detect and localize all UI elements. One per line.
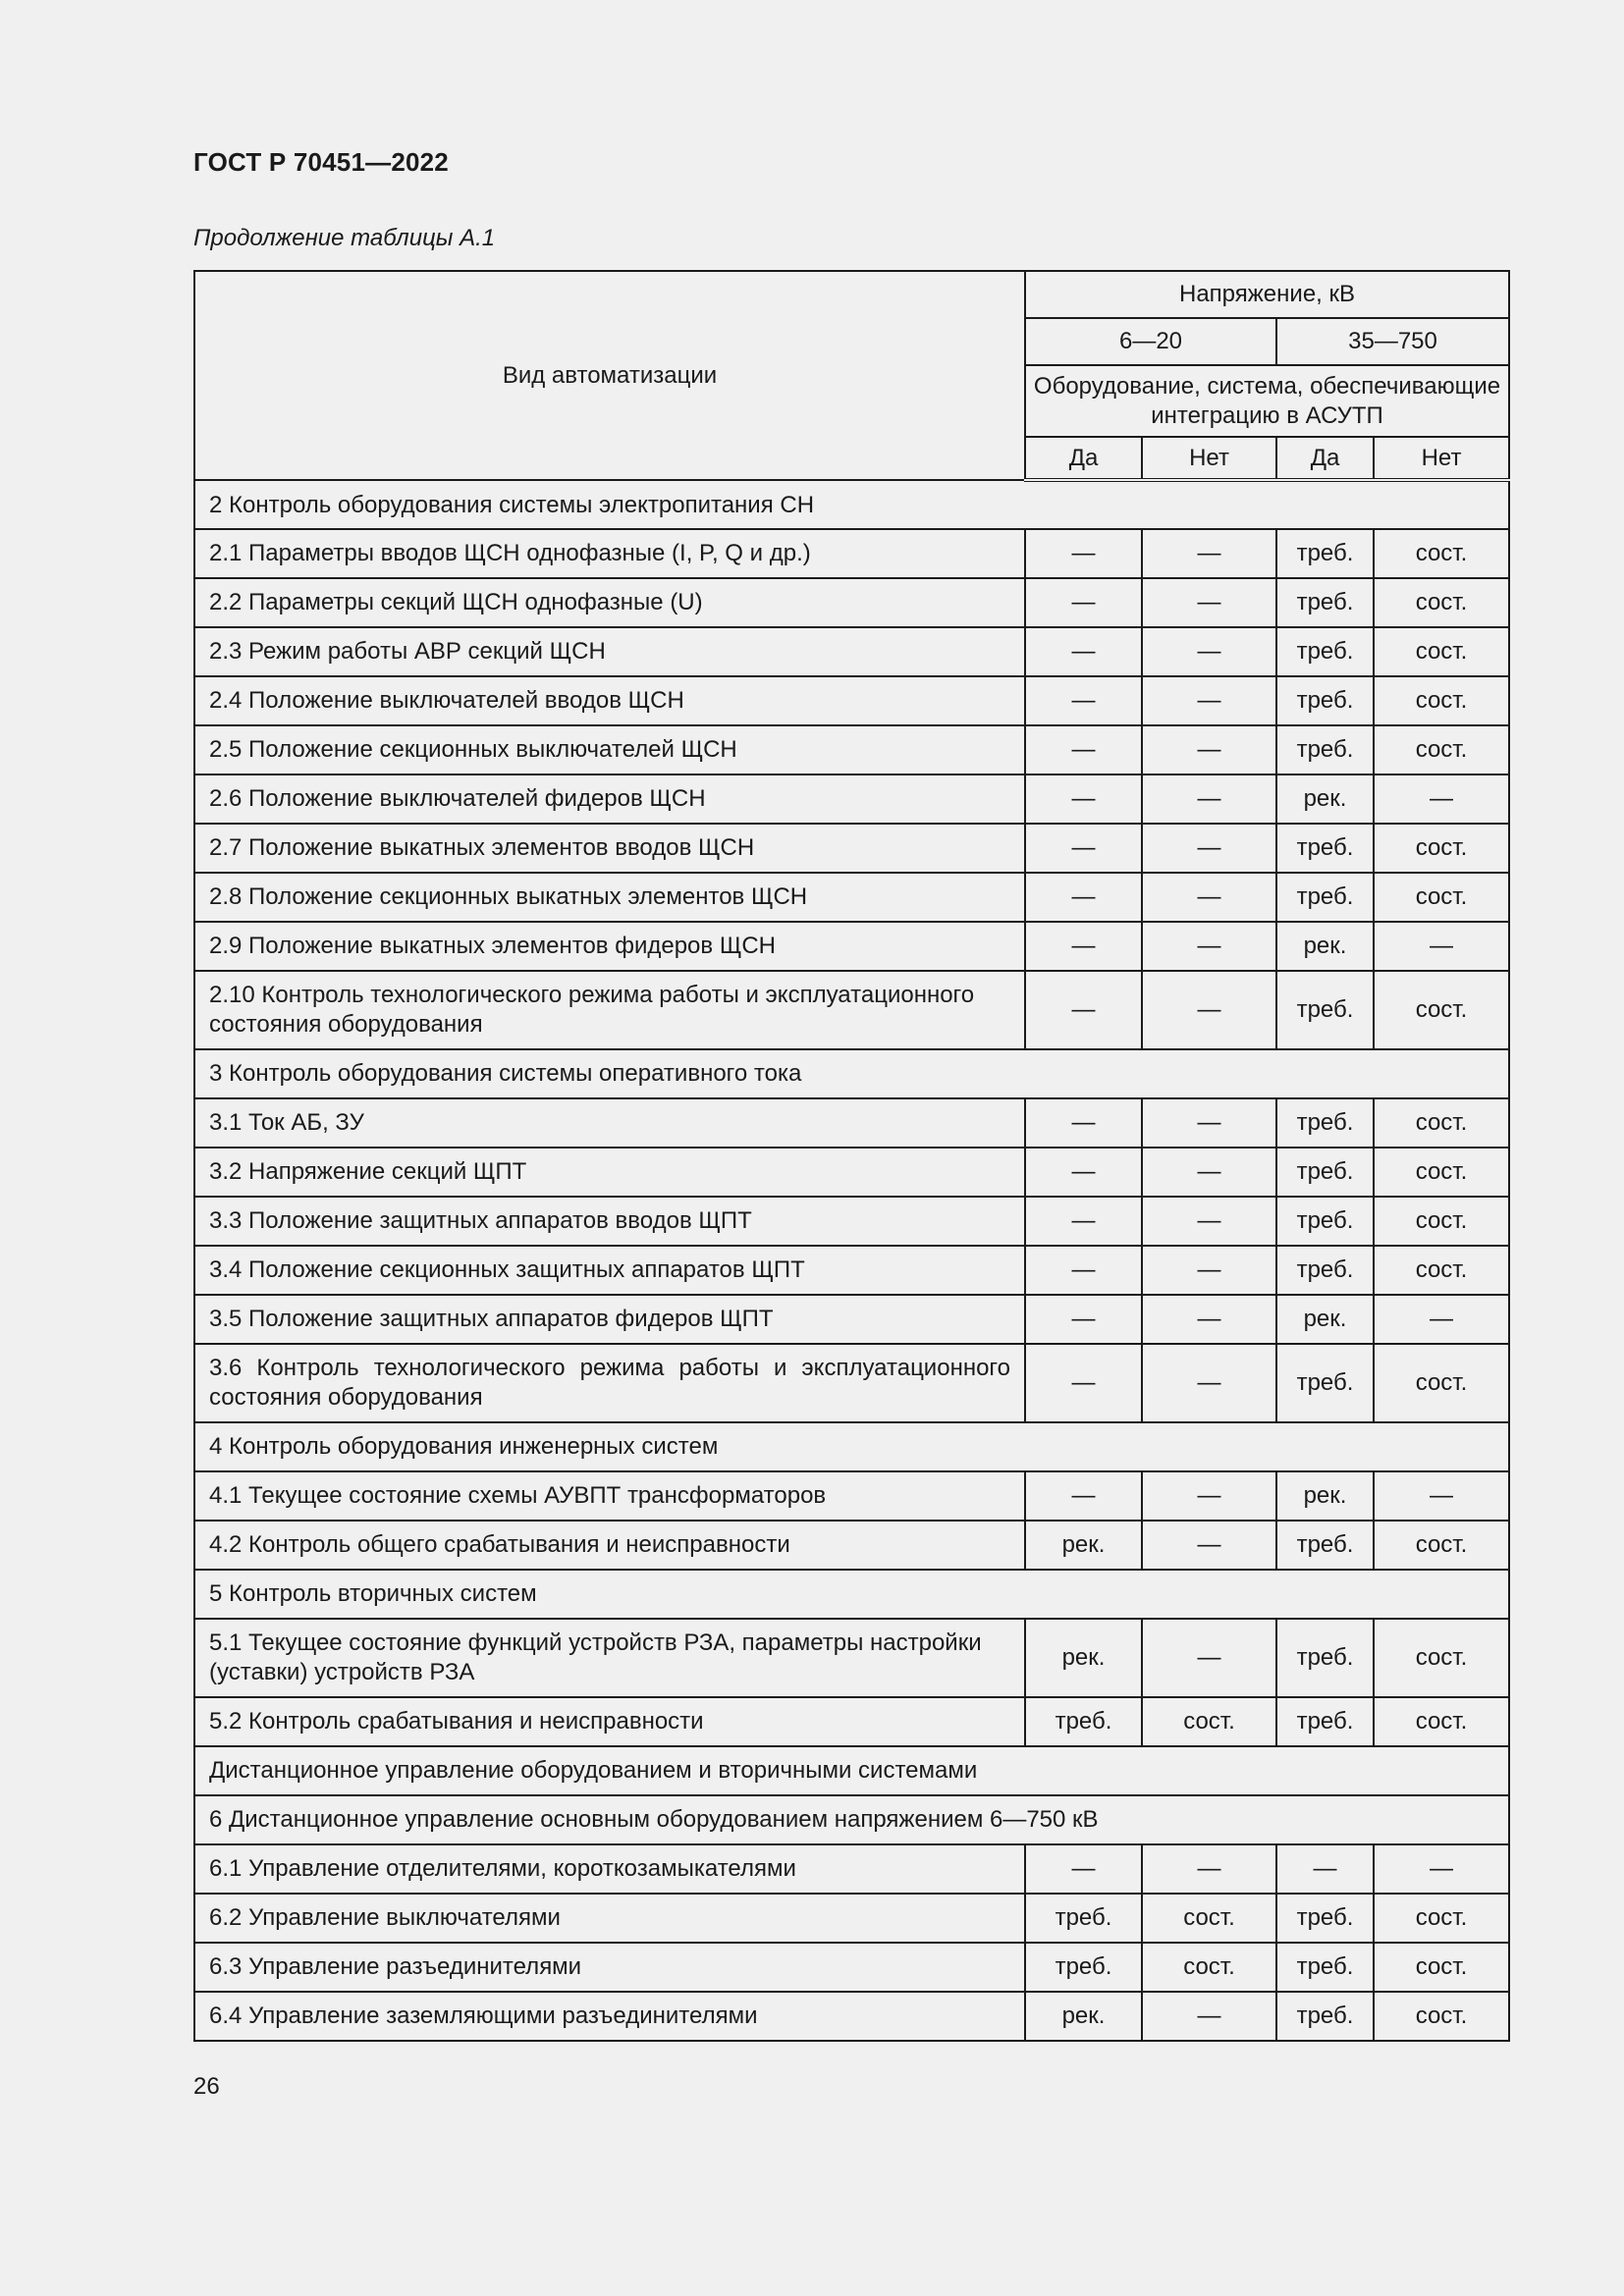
cell-no-high: сост. (1374, 1697, 1509, 1746)
section-row (194, 1746, 1509, 1795)
cell-no-low: — (1142, 1098, 1276, 1148)
table-row (194, 1197, 1509, 1246)
cell-yes-high: треб. (1276, 824, 1374, 873)
table-row (194, 725, 1509, 774)
section-row (194, 1422, 1509, 1471)
row-label: 3.4 Положение секционных защитных аппаратов ЩПТ (194, 1246, 1025, 1295)
cell-no-high: сост. (1374, 578, 1509, 627)
cell-no-high: сост. (1374, 873, 1509, 922)
table-row (194, 971, 1509, 1049)
section-heading: 4 Контроль оборудования инженерных систем (194, 1422, 1509, 1471)
cell-yes-low: — (1025, 922, 1142, 971)
section-heading: 2 Контроль оборудования системы электропитания СН (194, 480, 1509, 529)
cell-no-high: сост. (1374, 1521, 1509, 1570)
cell-no-high: сост. (1374, 1098, 1509, 1148)
table-row (194, 1148, 1509, 1197)
header-voltage-high: 35—750 (1276, 318, 1509, 365)
header-voltage-low: 6—20 (1025, 318, 1276, 365)
cell-no-low: — (1142, 971, 1276, 1049)
cell-yes-high: треб. (1276, 578, 1374, 627)
cell-no-low: — (1142, 529, 1276, 578)
cell-no-low: — (1142, 1246, 1276, 1295)
cell-yes-high: треб. (1276, 1344, 1374, 1422)
row-label: 3.1 Ток АБ, ЗУ (194, 1098, 1025, 1148)
cell-no-low: — (1142, 1295, 1276, 1344)
table-body (194, 271, 1509, 2041)
cell-yes-high: рек. (1276, 1471, 1374, 1521)
row-label: 2.2 Параметры секций ЩСН однофазные (U) (194, 578, 1025, 627)
cell-no-high: — (1374, 1295, 1509, 1344)
cell-yes-low: — (1025, 1148, 1142, 1197)
row-label: 2.8 Положение секционных выкатных элементов ЩСН (194, 873, 1025, 922)
cell-no-high: сост. (1374, 1148, 1509, 1197)
table-row (194, 1295, 1509, 1344)
header-voltage: Напряжение, кВ (1025, 271, 1509, 318)
row-label: 2.10 Контроль технологического режима работы и эксплуатационного состояния оборудования (194, 971, 1025, 1049)
section-heading: Дистанционное управление оборудованием и вторичными системами (194, 1746, 1509, 1795)
cell-no-high: сост. (1374, 1992, 1509, 2041)
cell-no-high: сост. (1374, 1894, 1509, 1943)
cell-no-low: сост. (1142, 1943, 1276, 1992)
row-label: 2.4 Положение выключателей вводов ЩСН (194, 676, 1025, 725)
cell-no-high: сост. (1374, 1344, 1509, 1422)
cell-yes-low: — (1025, 676, 1142, 725)
row-label: 3.3 Положение защитных аппаратов вводов ЩПТ (194, 1197, 1025, 1246)
section-row (194, 1570, 1509, 1619)
table-row (194, 1992, 1509, 2041)
header-no-low: Нет (1142, 437, 1276, 480)
cell-no-low: — (1142, 1148, 1276, 1197)
table-row (194, 1943, 1509, 1992)
row-label: 3.2 Напряжение секций ЩПТ (194, 1148, 1025, 1197)
cell-no-low: — (1142, 676, 1276, 725)
row-label: 4.1 Текущее состояние схемы АУВПТ трансформаторов (194, 1471, 1025, 1521)
table-row (194, 1697, 1509, 1746)
table-row (194, 627, 1509, 676)
cell-yes-high: треб. (1276, 1894, 1374, 1943)
table-row (194, 1098, 1509, 1148)
cell-yes-high: треб. (1276, 1943, 1374, 1992)
cell-no-low: — (1142, 824, 1276, 873)
cell-yes-high: треб. (1276, 971, 1374, 1049)
cell-no-high: сост. (1374, 1619, 1509, 1697)
cell-yes-low: — (1025, 1246, 1142, 1295)
cell-yes-high: — (1276, 1844, 1374, 1894)
cell-no-high: — (1374, 1844, 1509, 1894)
cell-yes-low: — (1025, 971, 1142, 1049)
cell-yes-low: — (1025, 1295, 1142, 1344)
cell-no-high: — (1374, 922, 1509, 971)
header-yes-high: Да (1276, 437, 1374, 480)
table-row (194, 774, 1509, 824)
cell-yes-high: треб. (1276, 1098, 1374, 1148)
cell-no-high: сост. (1374, 824, 1509, 873)
header-equipment: Оборудование, система, обеспечивающие интеграцию в АСУТП (1025, 365, 1509, 437)
row-label: 6.1 Управление отделителями, короткозамыкателями (194, 1844, 1025, 1894)
cell-no-high: сост. (1374, 1246, 1509, 1295)
row-label: 5.2 Контроль срабатывания и неисправности (194, 1697, 1025, 1746)
cell-no-low: сост. (1142, 1697, 1276, 1746)
cell-no-high: сост. (1374, 676, 1509, 725)
cell-yes-low: — (1025, 1471, 1142, 1521)
table-row (194, 1344, 1509, 1422)
table-row (194, 529, 1509, 578)
cell-yes-low: треб. (1025, 1894, 1142, 1943)
cell-yes-high: треб. (1276, 1521, 1374, 1570)
cell-no-low: — (1142, 1521, 1276, 1570)
header-yes-low: Да (1025, 437, 1142, 480)
cell-no-high: — (1374, 1471, 1509, 1521)
section-heading: 5 Контроль вторичных систем (194, 1570, 1509, 1619)
table-row (194, 1894, 1509, 1943)
cell-yes-high: треб. (1276, 1246, 1374, 1295)
cell-yes-high: рек. (1276, 774, 1374, 824)
cell-yes-low: — (1025, 873, 1142, 922)
row-label: 2.6 Положение выключателей фидеров ЩСН (194, 774, 1025, 824)
cell-no-high: сост. (1374, 725, 1509, 774)
cell-no-high: сост. (1374, 529, 1509, 578)
cell-yes-high: треб. (1276, 1697, 1374, 1746)
cell-yes-low: рек. (1025, 1992, 1142, 2041)
row-label: 2.3 Режим работы АВР секций ЩСН (194, 627, 1025, 676)
cell-yes-high: треб. (1276, 676, 1374, 725)
cell-no-low: — (1142, 1197, 1276, 1246)
cell-yes-low: треб. (1025, 1943, 1142, 1992)
section-heading: 3 Контроль оборудования системы оперативного тока (194, 1049, 1509, 1098)
table-row (194, 578, 1509, 627)
cell-yes-low: — (1025, 529, 1142, 578)
cell-yes-high: треб. (1276, 1992, 1374, 2041)
cell-no-low: — (1142, 725, 1276, 774)
row-label: 3.6 Контроль технологического режима работы и эксплуатационного состояния оборудования (194, 1344, 1025, 1422)
cell-no-high: — (1374, 774, 1509, 824)
cell-yes-high: треб. (1276, 873, 1374, 922)
cell-yes-high: треб. (1276, 1619, 1374, 1697)
header-no-high: Нет (1374, 437, 1509, 480)
cell-no-high: сост. (1374, 971, 1509, 1049)
header-row-voltage (194, 271, 1509, 318)
cell-no-low: — (1142, 627, 1276, 676)
cell-no-low: сост. (1142, 1894, 1276, 1943)
table-row (194, 922, 1509, 971)
section-row (194, 480, 1509, 529)
cell-no-low: — (1142, 578, 1276, 627)
table-row (194, 824, 1509, 873)
section-row (194, 1795, 1509, 1844)
cell-yes-low: рек. (1025, 1619, 1142, 1697)
cell-yes-low: — (1025, 1844, 1142, 1894)
table-row (194, 1521, 1509, 1570)
cell-no-high: сост. (1374, 627, 1509, 676)
cell-yes-high: треб. (1276, 1197, 1374, 1246)
header-automation-type: Вид автоматизации (194, 271, 1025, 480)
cell-yes-low: — (1025, 578, 1142, 627)
cell-no-high: сост. (1374, 1943, 1509, 1992)
table-row (194, 1246, 1509, 1295)
table-row (194, 676, 1509, 725)
section-row (194, 1049, 1509, 1098)
row-label: 6.3 Управление разъединителями (194, 1943, 1025, 1992)
cell-yes-low: треб. (1025, 1697, 1142, 1746)
table-continuation-caption: Продолжение таблицы А.1 (193, 225, 496, 251)
row-label: 2.9 Положение выкатных элементов фидеров ЩСН (194, 922, 1025, 971)
row-label: 3.5 Положение защитных аппаратов фидеров ЩПТ (194, 1295, 1025, 1344)
cell-no-low: — (1142, 1844, 1276, 1894)
cell-yes-low: рек. (1025, 1521, 1142, 1570)
section-heading: 6 Дистанционное управление основным оборудованием напряжением 6—750 кВ (194, 1795, 1509, 1844)
row-label: 2.5 Положение секционных выключателей ЩСН (194, 725, 1025, 774)
row-label: 6.2 Управление выключателями (194, 1894, 1025, 1943)
cell-yes-high: треб. (1276, 529, 1374, 578)
row-label: 5.1 Текущее состояние функций устройств РЗА, параметры настройки (уставки) устройств РЗА (194, 1619, 1025, 1697)
cell-no-low: — (1142, 774, 1276, 824)
cell-yes-low: — (1025, 1197, 1142, 1246)
table-row (194, 873, 1509, 922)
row-label: 2.7 Положение выкатных элементов вводов ЩСН (194, 824, 1025, 873)
cell-no-low: — (1142, 1471, 1276, 1521)
cell-no-low: — (1142, 922, 1276, 971)
document-title: ГОСТ Р 70451—2022 (193, 147, 449, 177)
cell-yes-high: треб. (1276, 1148, 1374, 1197)
row-label: 2.1 Параметры вводов ЩСН однофазные (I, P, Q и др.) (194, 529, 1025, 578)
table-row (194, 1619, 1509, 1697)
row-label: 4.2 Контроль общего срабатывания и неисправности (194, 1521, 1025, 1570)
table-row (194, 1471, 1509, 1521)
cell-yes-low: — (1025, 1344, 1142, 1422)
cell-yes-high: треб. (1276, 725, 1374, 774)
page-number: 26 (193, 2073, 220, 2100)
automation-table (193, 270, 1510, 2042)
cell-yes-low: — (1025, 824, 1142, 873)
cell-yes-low: — (1025, 774, 1142, 824)
cell-yes-low: — (1025, 1098, 1142, 1148)
cell-no-low: — (1142, 1344, 1276, 1422)
cell-yes-high: рек. (1276, 1295, 1374, 1344)
table-row (194, 1844, 1509, 1894)
cell-no-low: — (1142, 873, 1276, 922)
cell-yes-low: — (1025, 627, 1142, 676)
cell-yes-high: треб. (1276, 627, 1374, 676)
cell-yes-high: рек. (1276, 922, 1374, 971)
cell-no-low: — (1142, 1619, 1276, 1697)
cell-no-high: сост. (1374, 1197, 1509, 1246)
cell-yes-low: — (1025, 725, 1142, 774)
row-label: 6.4 Управление заземляющими разъединителями (194, 1992, 1025, 2041)
cell-no-low: — (1142, 1992, 1276, 2041)
